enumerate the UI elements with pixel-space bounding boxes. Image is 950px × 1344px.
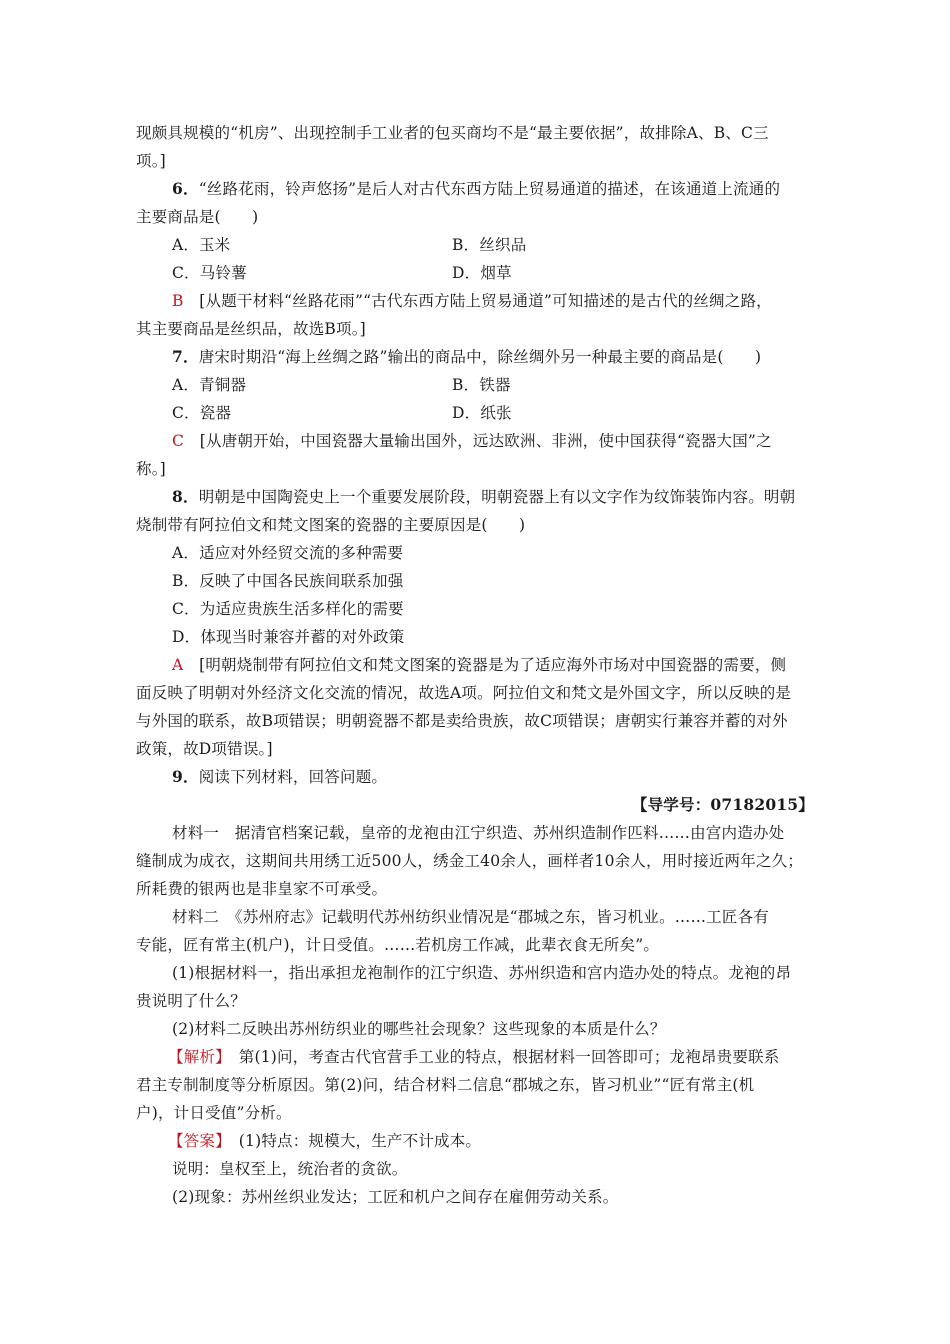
- option-b: B．丝织品: [452, 236, 527, 254]
- option-b: B．反映了中国各民族间联系加强: [172, 572, 404, 590]
- prev-explanation-line: 现颇具规模的“机房”、出现控制手工业者的包买商均不是“最主要依据”，故排除A、B、C三: [136, 124, 769, 142]
- analysis-text: 君主专制制度等分析原因。第(2)问，结合材料二信息“郡城之东，皆习机业”“匠有常主(机: [136, 1076, 755, 1094]
- option-c: C．为适应贵族生活多样化的需要: [172, 600, 404, 618]
- explanation-text: [明朝烧制带有阿拉伯文和梵文图案的瓷器是为了适应海外市场对中国瓷器的需要，侧: [183, 656, 787, 674]
- answer-letter: A: [172, 656, 184, 674]
- sub-question-2: (2)材料二反映出苏州纺织业的哪些社会现象？这些现象的本质是什么？: [172, 1020, 666, 1038]
- explanation-text: 其主要商品是丝织品，故选B项。]: [136, 320, 366, 338]
- explanation-text: 面反映了明朝对外经济文化交流的情况，故选A项。阿拉伯文和梵文是外国文字，所以反映的是: [136, 684, 792, 702]
- guide-number: 【导学号：07182015】: [631, 795, 814, 814]
- option-d: D．纸张: [452, 404, 512, 422]
- question-9-stem: [172, 767, 387, 787]
- question-number: 6．: [172, 179, 199, 198]
- answer-paragraph: [168, 1131, 481, 1151]
- explanation-text: 与外国的联系，故B项错误；明朝瓷器不都是卖给贵族，故C项错误；唐朝实行兼容并蓄的对外: [136, 712, 788, 730]
- analysis-text: 户)，计日受值”分析。: [136, 1104, 292, 1122]
- explanation-text: [从题干材料“丝路花雨”“古代东西方陆上贸易通道”可知描述的是古代的丝绸之路，: [183, 292, 772, 310]
- option-a: A．青铜器: [172, 376, 247, 394]
- analysis-label: 【解析】: [168, 1048, 224, 1066]
- option-b: B．铁器: [452, 376, 511, 394]
- answer-letter: C: [172, 432, 185, 450]
- question-number: 7．: [172, 347, 199, 366]
- option-a: A．适应对外经贸交流的多种需要: [172, 544, 404, 562]
- question-text: “丝路花雨，铃声悠扬”是后人对古代东西方陆上贸易通道的描述，在该通道上流通的: [198, 180, 781, 198]
- explanation-text: [从唐朝开始，中国瓷器大量输出国外，远达欧洲、非洲，使中国获得“瓷器大国”之: [184, 432, 772, 450]
- option-c: C．瓷器: [172, 404, 232, 422]
- prev-explanation-line: 项。]: [136, 152, 166, 170]
- answer-explanation: [172, 655, 786, 675]
- material-2-text: 材料二 《苏州府志》记载明代苏州纺织业情况是“郡城之东，皆习机业。……工匠各有: [172, 908, 769, 926]
- question-6-stem: [172, 179, 780, 199]
- answer-explanation: [172, 431, 772, 451]
- question-text: 阅读下列材料，回答问题。: [198, 768, 388, 786]
- explanation-text: 政策，故D项错误。]: [136, 740, 273, 758]
- answer-label: 【答案】: [168, 1132, 224, 1150]
- material-1-text: 材料一 据清官档案记载，皇帝的龙袍由江宁织造、苏州织造制作匹料……由宫内造办处: [172, 824, 785, 842]
- option-d: D．烟草: [452, 264, 512, 282]
- material-2-text: 专能，匠有常主(机户)，计日受值。……若机房工作减，此辈衣食无所矣”。: [136, 936, 660, 954]
- option-a: A．玉米: [172, 236, 231, 254]
- analysis-paragraph: [168, 1047, 779, 1067]
- sub-question-1: (1)根据材料一，指出承担龙袍制作的江宁织造、苏州织造和宫内造办处的特点。龙袍的昂: [172, 964, 792, 982]
- analysis-text: 第(1)问，考查古代官营手工业的特点，根据材料一回答即可；龙袍昂贵要联系: [223, 1048, 780, 1066]
- question-text: 烧制带有阿拉伯文和梵文图案的瓷器的主要原因是( ): [136, 516, 526, 534]
- answer-letter: B: [172, 292, 184, 310]
- question-number: 8．: [172, 487, 199, 506]
- answer-text: (2)现象：苏州丝织业发达；工匠和机户之间存在雇佣劳动关系。: [172, 1188, 619, 1206]
- answer-text: 说明：皇权至上，统治者的贪欲。: [172, 1160, 408, 1178]
- question-7-stem: [172, 347, 761, 367]
- sub-question-1: 贵说明了什么？: [136, 992, 246, 1010]
- question-8-stem: [172, 487, 795, 507]
- answer-text: (1)特点：规模大，生产不计成本。: [223, 1132, 482, 1150]
- material-1-text: 缝制成为成衣，这期间共用绣工近500人，绣金工40余人，画样者10余人，用时接近两年之久；: [136, 852, 804, 870]
- question-text: 明朝是中国陶瓷史上一个重要发展阶段，明朝瓷器上有以文字作为纹饰装饰内容。明朝: [198, 488, 796, 506]
- option-c: C．马铃薯: [172, 264, 247, 282]
- option-d: D．体现当时兼容并蓄的对外政策: [172, 628, 405, 646]
- answer-explanation: [172, 291, 772, 311]
- explanation-text: 称。]: [136, 460, 166, 478]
- question-text: 唐宋时期沿“海上丝绸之路”输出的商品中，除丝绸外另一种最主要的商品是( ): [198, 348, 762, 366]
- question-text: 主要商品是( ): [136, 208, 259, 226]
- material-1-text: 所耗费的银两也是非皇家不可承受。: [136, 880, 388, 898]
- question-number: 9．: [172, 767, 199, 786]
